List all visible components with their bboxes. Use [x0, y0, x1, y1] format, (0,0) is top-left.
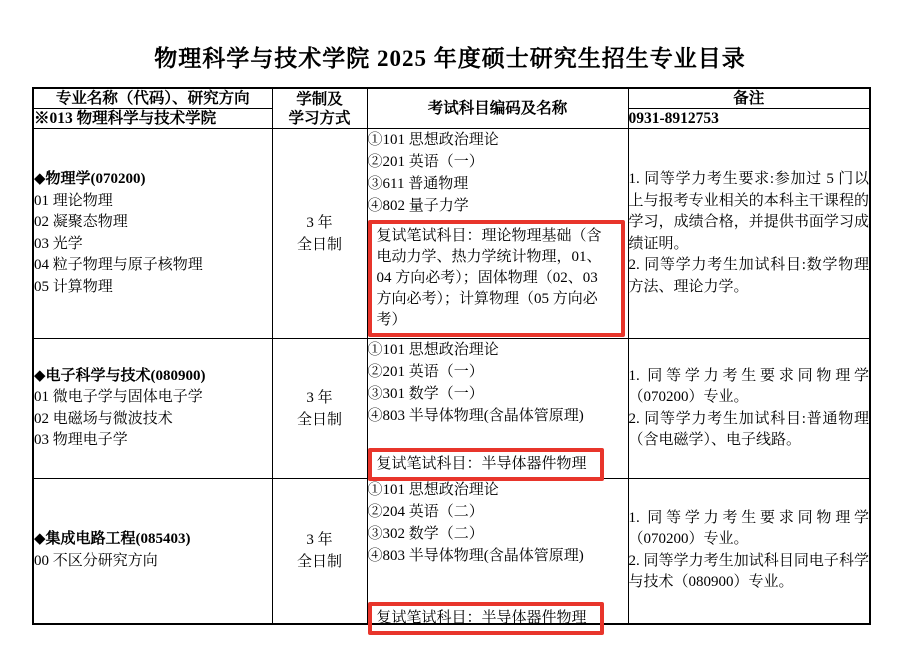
- research-direction: 01 理论物理: [34, 192, 113, 209]
- remark: 1. 同等学力考生要求同物理学（070200）专业。: [628, 367, 869, 405]
- exam-subject: ①101 思想政治理论: [367, 342, 499, 358]
- remarks-cell: [628, 479, 870, 624]
- schedule-cell: [272, 479, 367, 624]
- exam-subject: ③611 普通物理: [367, 176, 469, 192]
- subjects-cell: [367, 129, 628, 339]
- duration: 3 年: [306, 531, 333, 548]
- page-title: 物理科学与技术学院 2025 年度硕士研究生招生专业目录: [154, 46, 746, 71]
- highlight-box: 复试笔试科目：半导体器件物理: [368, 602, 604, 635]
- column-header-remarks: 备注: [628, 88, 870, 109]
- study-mode: 全日制: [296, 553, 342, 570]
- column-header-subjects: 考试科目编码及名称: [367, 88, 628, 129]
- study-mode: 全日制: [296, 236, 342, 253]
- research-direction: 05 计算物理: [34, 278, 113, 295]
- exam-subject: ②201 英语（一）: [367, 364, 484, 380]
- remark: 1. 同等学力考生要求同物理学（070200）专业。: [628, 509, 869, 548]
- highlight-box: 复试笔试科目：理论物理基础（含电动力学、热力学统计物理，01、04 方向必考）；固体物理（02、03 方向必考）；计算物理（05 方向必考）: [368, 220, 625, 337]
- table-row: [33, 339, 870, 479]
- table-row: [33, 479, 870, 624]
- column-header-program: 专业名称（代码）、研究方向: [33, 88, 272, 109]
- research-direction: 01 微电子学与固体电子学: [34, 389, 203, 405]
- schedule-header-line2: 学习方式: [288, 109, 351, 127]
- schedule-cell: [272, 339, 367, 479]
- subjects-cell: [367, 479, 628, 624]
- remarks-cell: [628, 129, 870, 339]
- schedule-cell: [272, 129, 367, 339]
- exam-subject: ④803 半导体物理(含晶体管原理): [367, 548, 584, 564]
- program-name: ◆电子科学与技术(080900): [34, 367, 206, 384]
- remarks-cell: [628, 339, 870, 479]
- exam-subject: ①101 思想政治理论: [367, 132, 499, 148]
- program-name: ◆物理学(070200): [34, 171, 146, 187]
- exam-subject: ④802 量子力学: [367, 198, 469, 214]
- remark: 2. 同等学力考生加试科目:普通物理（含电磁学）、电子线路。: [628, 410, 869, 448]
- program-cell: [33, 129, 272, 339]
- program-cell: [33, 339, 272, 479]
- header-row-top: [33, 88, 870, 109]
- research-direction: 03 光学: [34, 235, 83, 252]
- exam-subject: ②201 英语（一）: [367, 154, 484, 170]
- exam-subject: ②204 英语（二）: [367, 504, 484, 520]
- research-direction: 04 粒子物理与原子核物理: [34, 257, 203, 273]
- exam-subject: ④803 半导体物理(含晶体管原理): [367, 408, 584, 424]
- admission-catalog-table: [32, 87, 871, 625]
- exam-subject: ③301 数学（一）: [367, 386, 484, 402]
- exam-subject: ③302 数学（二）: [367, 526, 484, 542]
- research-direction: 02 电磁场与微波技术: [34, 410, 173, 427]
- college-code-label: ※013 物理科学与技术学院: [33, 109, 272, 129]
- research-direction: 00 不区分研究方向: [34, 552, 158, 569]
- schedule-header-line1: 学制及: [296, 90, 343, 108]
- study-mode: 全日制: [296, 411, 342, 428]
- remark: 2. 同等学力考生加试科目同电子科学与技术（080900）专业。: [628, 552, 869, 591]
- exam-subject: ①101 思想政治理论: [367, 482, 499, 498]
- duration: 3 年: [306, 214, 333, 231]
- contact-phone: 0931-8912753: [628, 109, 870, 129]
- table-row: [33, 129, 870, 339]
- highlight-box: 复试笔试科目：半导体器件物理: [368, 448, 604, 481]
- research-direction: 02 凝聚态物理: [34, 214, 128, 230]
- column-header-schedule: [272, 88, 367, 129]
- program-name: ◆集成电路工程(085403): [34, 531, 191, 548]
- remark: 2. 同等学力考生加试科目:数学物理方法、理论力学。: [628, 257, 869, 295]
- subjects-cell: [367, 339, 628, 479]
- research-direction: 03 物理电子学: [34, 432, 128, 448]
- program-cell: [33, 479, 272, 624]
- remark: 1. 同等学力考生要求:参加过 5 门以上与报考专业相关的本科主干课程的学习，成绩合格，并提供书面学习成绩证明。: [628, 171, 869, 252]
- duration: 3 年: [306, 389, 333, 406]
